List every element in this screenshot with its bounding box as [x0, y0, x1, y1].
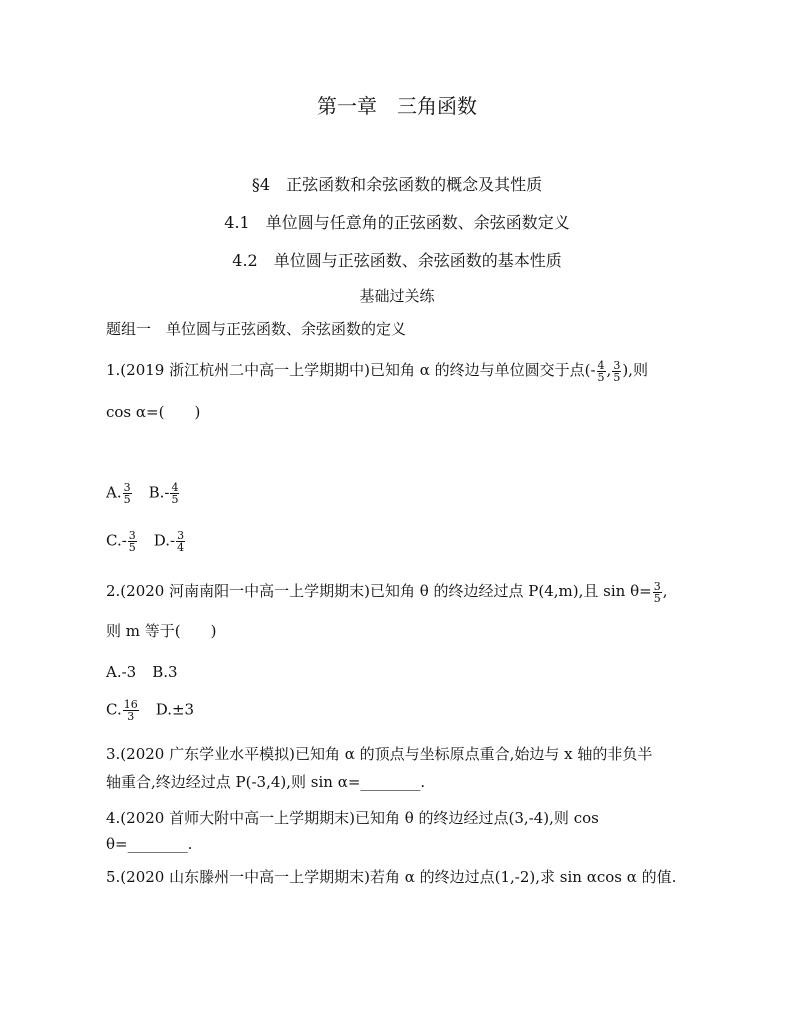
question-4-line1: 4.(2020 首师大附中高一上学期期末)已知角 θ 的终边经过点(3,-4),则 cos: [106, 809, 599, 827]
q2-option-c-label: C.: [106, 700, 122, 719]
q1-option-b-label: B.-: [148, 483, 170, 502]
subsection-4-2: 4.2 单位圆与正弦函数、余弦函数的基本性质: [232, 251, 562, 270]
q1-frac2-numerator: 3: [613, 358, 621, 372]
q1-fraction-2: [612, 360, 621, 383]
question-2-options-cd: [106, 699, 194, 722]
q1-frac1-denominator: 5: [597, 370, 605, 384]
q1-frac2-denominator: 5: [613, 370, 621, 384]
question-2-stem: [106, 580, 667, 604]
q1-option-d-fraction: [176, 530, 185, 553]
question-5-line1: 5.(2020 山东滕州一中高一上学期期末)若角 α 的终边过点(1,-2),求 sin αcos α 的值.: [106, 868, 677, 886]
question-1-options-cd: [106, 530, 186, 553]
q1-frac1-numerator: 4: [597, 358, 605, 372]
section-title: §4 正弦函数和余弦函数的概念及其性质: [251, 175, 543, 194]
q2-frac-numerator: 3: [653, 579, 661, 593]
question-3-line1: 3.(2020 广东学业水平模拟)已知角 α 的顶点与坐标原点重合,始边与 x 轴的非负半: [106, 745, 653, 763]
chapter-title: 第一章 三角函数: [317, 94, 477, 118]
q2-option-b: B.3: [152, 663, 178, 681]
q2-option-a: A.-3: [106, 663, 137, 681]
q1-option-b-num: 4: [171, 481, 179, 494]
subsection-4-1: 4.1 单位圆与任意角的正弦函数、余弦函数定义: [224, 213, 570, 232]
q1-option-c-den: 5: [128, 541, 136, 554]
q1-option-b-fraction: [170, 482, 179, 505]
question-1-options-ab: [106, 482, 180, 505]
question-1-line2: cos α=( ): [106, 403, 201, 421]
question-2-options-ab: [106, 663, 178, 681]
q1-option-c-label: C.-: [106, 531, 127, 550]
q1-stem-end: ),则: [622, 361, 648, 379]
q1-option-c-num: 3: [128, 529, 136, 542]
q2-option-c-fraction: [123, 699, 139, 722]
q1-option-d-num: 3: [177, 529, 185, 542]
q1-option-d-label: D.-: [153, 531, 176, 550]
q1-option-c-fraction: [128, 530, 137, 553]
q2-stem-end: ,: [662, 582, 668, 600]
q2-fraction: [653, 581, 662, 604]
q1-option-b-den: 5: [171, 493, 179, 506]
q1-option-a-label: A.: [106, 483, 122, 502]
question-3-line2: 轴重合,终边经过点 P(-3,4),则 sin α=________.: [106, 773, 426, 791]
q1-option-a-num: 3: [123, 481, 131, 494]
practice-heading: 基础过关练: [359, 287, 435, 305]
q2-option-c-den: 3: [127, 710, 135, 723]
q1-stem-text: 1.(2019 浙江杭州二中高一上学期期中)已知角 α 的终边与单位圆交于点(-: [106, 361, 596, 379]
group-title: 题组一 单位圆与正弦函数、余弦函数的定义: [106, 320, 407, 338]
q2-frac-denominator: 5: [653, 591, 661, 605]
q1-option-a-den: 5: [123, 493, 131, 506]
q1-fraction-1: [597, 360, 606, 383]
q1-option-d-den: 4: [177, 541, 185, 554]
q2-option-d: D.±3: [155, 700, 195, 719]
question-4-line2: θ=________.: [106, 835, 193, 853]
question-2-line2: 则 m 等于( ): [106, 622, 217, 640]
q1-option-a-fraction: [123, 482, 132, 505]
q2-option-c-num: 16: [123, 698, 138, 711]
q2-stem-text: 2.(2020 河南南阳一中高一上学期期末)已知角 θ 的终边经过点 P(4,m),且 sin θ=: [106, 582, 652, 600]
question-1-stem: 1.(2019 浙江杭州二中高一上学期期中)已知角 α 的终边与单位圆交于点(- $\frac{4}{5}$ , $\frac{3}{5}$ ),则: [106, 358, 648, 384]
